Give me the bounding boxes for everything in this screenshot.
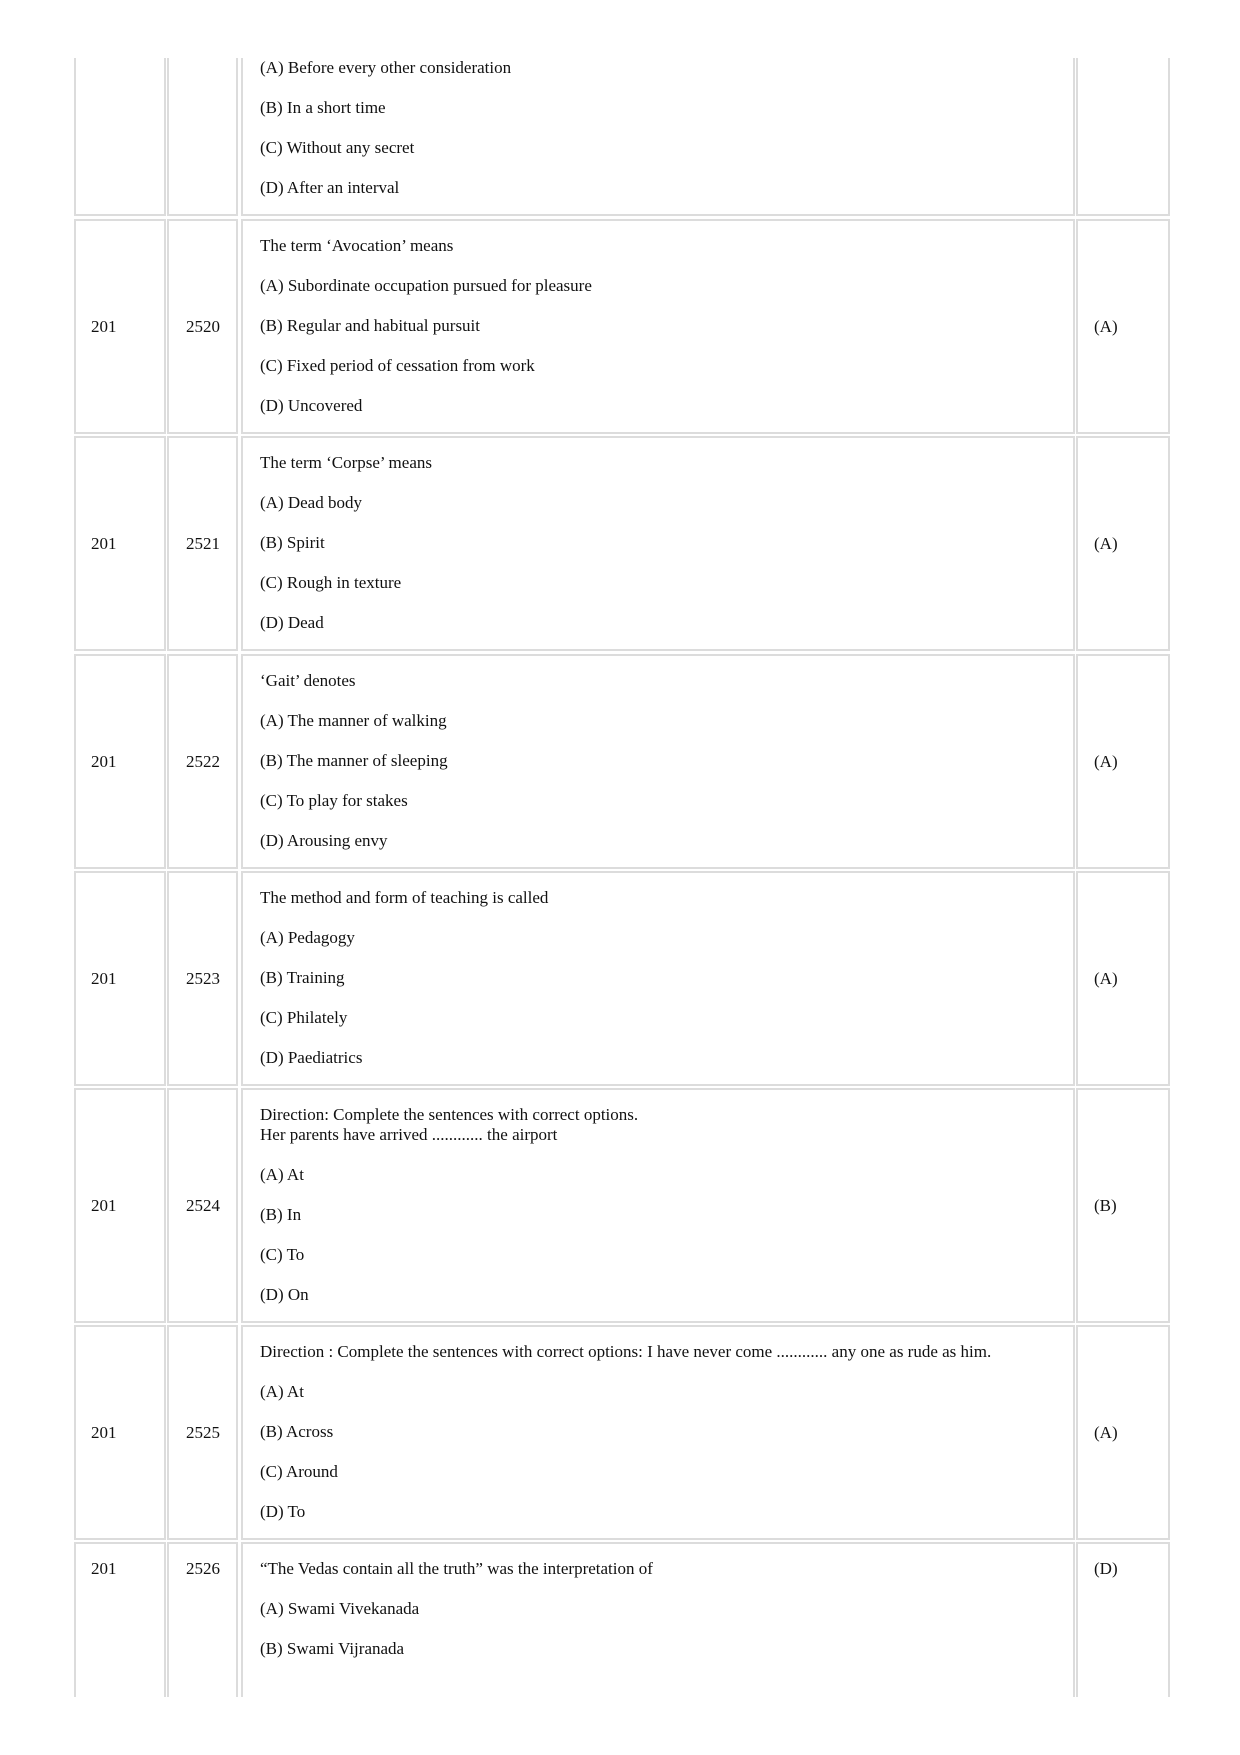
question-number: 2521 [186,534,220,553]
question-text: Her parents have arrived ............ the airport [260,1125,558,1144]
answer-cell [1076,1542,1170,1697]
question-cell [241,1088,1075,1323]
subject-cell [74,1088,166,1323]
answer-key: (A) [1094,969,1118,988]
subject-cell [74,436,166,651]
question-number-cell [167,58,238,216]
answer-key: (A) [1094,317,1118,336]
option-d: (D) After an interval [260,178,400,197]
option-c: (C) Philately [260,1008,348,1027]
subject-code: 201 [91,752,117,771]
option-a: (A) Pedagogy [260,928,355,947]
option-b: (B) Swami Vijranada [260,1639,405,1658]
answer-cell [1076,58,1170,216]
question-direction: Direction: Complete the sentences with correct options. [260,1105,639,1124]
subject-code: 201 [91,534,117,553]
question-cell [241,1325,1075,1540]
answer-key: (B) [1094,1196,1117,1215]
question-number: 2523 [186,969,220,988]
question-number-cell [167,1542,238,1697]
answer-cell [1076,1088,1170,1323]
question-cell [241,871,1075,1086]
question-text: The term ‘Corpse’ means [260,453,432,472]
option-d: (D) To [260,1502,306,1521]
question-cell [241,436,1075,651]
question-number-cell [167,1325,238,1540]
subject-code: 201 [91,969,117,988]
question-text: The method and form of teaching is called [260,888,549,907]
subject-cell [74,1325,166,1540]
option-a: (A) Dead body [260,493,362,512]
answer-cell [1076,654,1170,869]
option-b: (B) The manner of sleeping [260,751,448,770]
answer-key: (A) [1094,534,1118,553]
question-number: 2526 [186,1559,220,1578]
answer-cell [1076,1325,1170,1540]
option-a: (A) At [260,1382,304,1401]
option-a: (A) Subordinate occupation pursued for pleasure [260,276,592,295]
answer-cell [1076,219,1170,434]
subject-cell [74,58,166,216]
question-text: Direction : Complete the sentences with correct options: I have never come ............ any one as rude as him. [260,1342,992,1361]
question-cell [241,58,1075,216]
option-b: (B) Regular and habitual pursuit [260,316,481,335]
answer-key: (A) [1094,752,1118,771]
option-b: (B) Spirit [260,533,325,552]
subject-cell [74,219,166,434]
option-c: (C) Rough in texture [260,573,402,592]
question-text: “The Vedas contain all the truth” was the interpretation of [260,1559,653,1578]
option-a: (A) At [260,1165,304,1184]
option-c: (C) Without any secret [260,138,415,157]
option-b: (B) Across [260,1422,334,1441]
subject-code: 201 [91,1559,117,1578]
question-number-cell [167,1088,238,1323]
subject-code: 201 [91,1196,117,1215]
question-number-cell [167,654,238,869]
option-b: (B) In a short time [260,98,386,117]
question-number: 2525 [186,1423,220,1442]
answer-cell [1076,436,1170,651]
subject-cell [74,871,166,1086]
option-b: (B) Training [260,968,345,987]
option-a: (A) Swami Vivekanada [260,1599,420,1618]
option-b: (B) In [260,1205,302,1224]
subject-code: 201 [91,317,117,336]
question-cell [241,654,1075,869]
option-c: (C) To play for stakes [260,791,408,810]
option-d: (D) Arousing envy [260,831,388,850]
option-d: (D) Dead [260,613,324,632]
answer-key: (A) [1094,1423,1118,1442]
option-c: (C) Fixed period of cessation from work [260,356,535,375]
question-number-cell [167,871,238,1086]
question-number: 2524 [186,1196,220,1215]
answer-cell [1076,871,1170,1086]
option-c: (C) Around [260,1462,338,1481]
subject-code: 201 [91,1423,117,1442]
subject-cell [74,654,166,869]
question-text: The term ‘Avocation’ means [260,236,454,255]
question-text: ‘Gait’ denotes [260,671,356,690]
question-cell [241,219,1075,434]
option-d: (D) On [260,1285,309,1304]
question-number-cell [167,219,238,434]
option-d: (D) Uncovered [260,396,363,415]
option-d: (D) Paediatrics [260,1048,363,1067]
answer-key: (D) [1094,1559,1118,1578]
option-c: (C) To [260,1245,305,1264]
option-a: (A) The manner of walking [260,711,447,730]
question-number-cell [167,436,238,651]
question-cell [241,1542,1075,1697]
question-number: 2520 [186,317,220,336]
question-number: 2522 [186,752,220,771]
option-a: (A) Before every other consideration [260,58,512,77]
subject-cell [74,1542,166,1697]
